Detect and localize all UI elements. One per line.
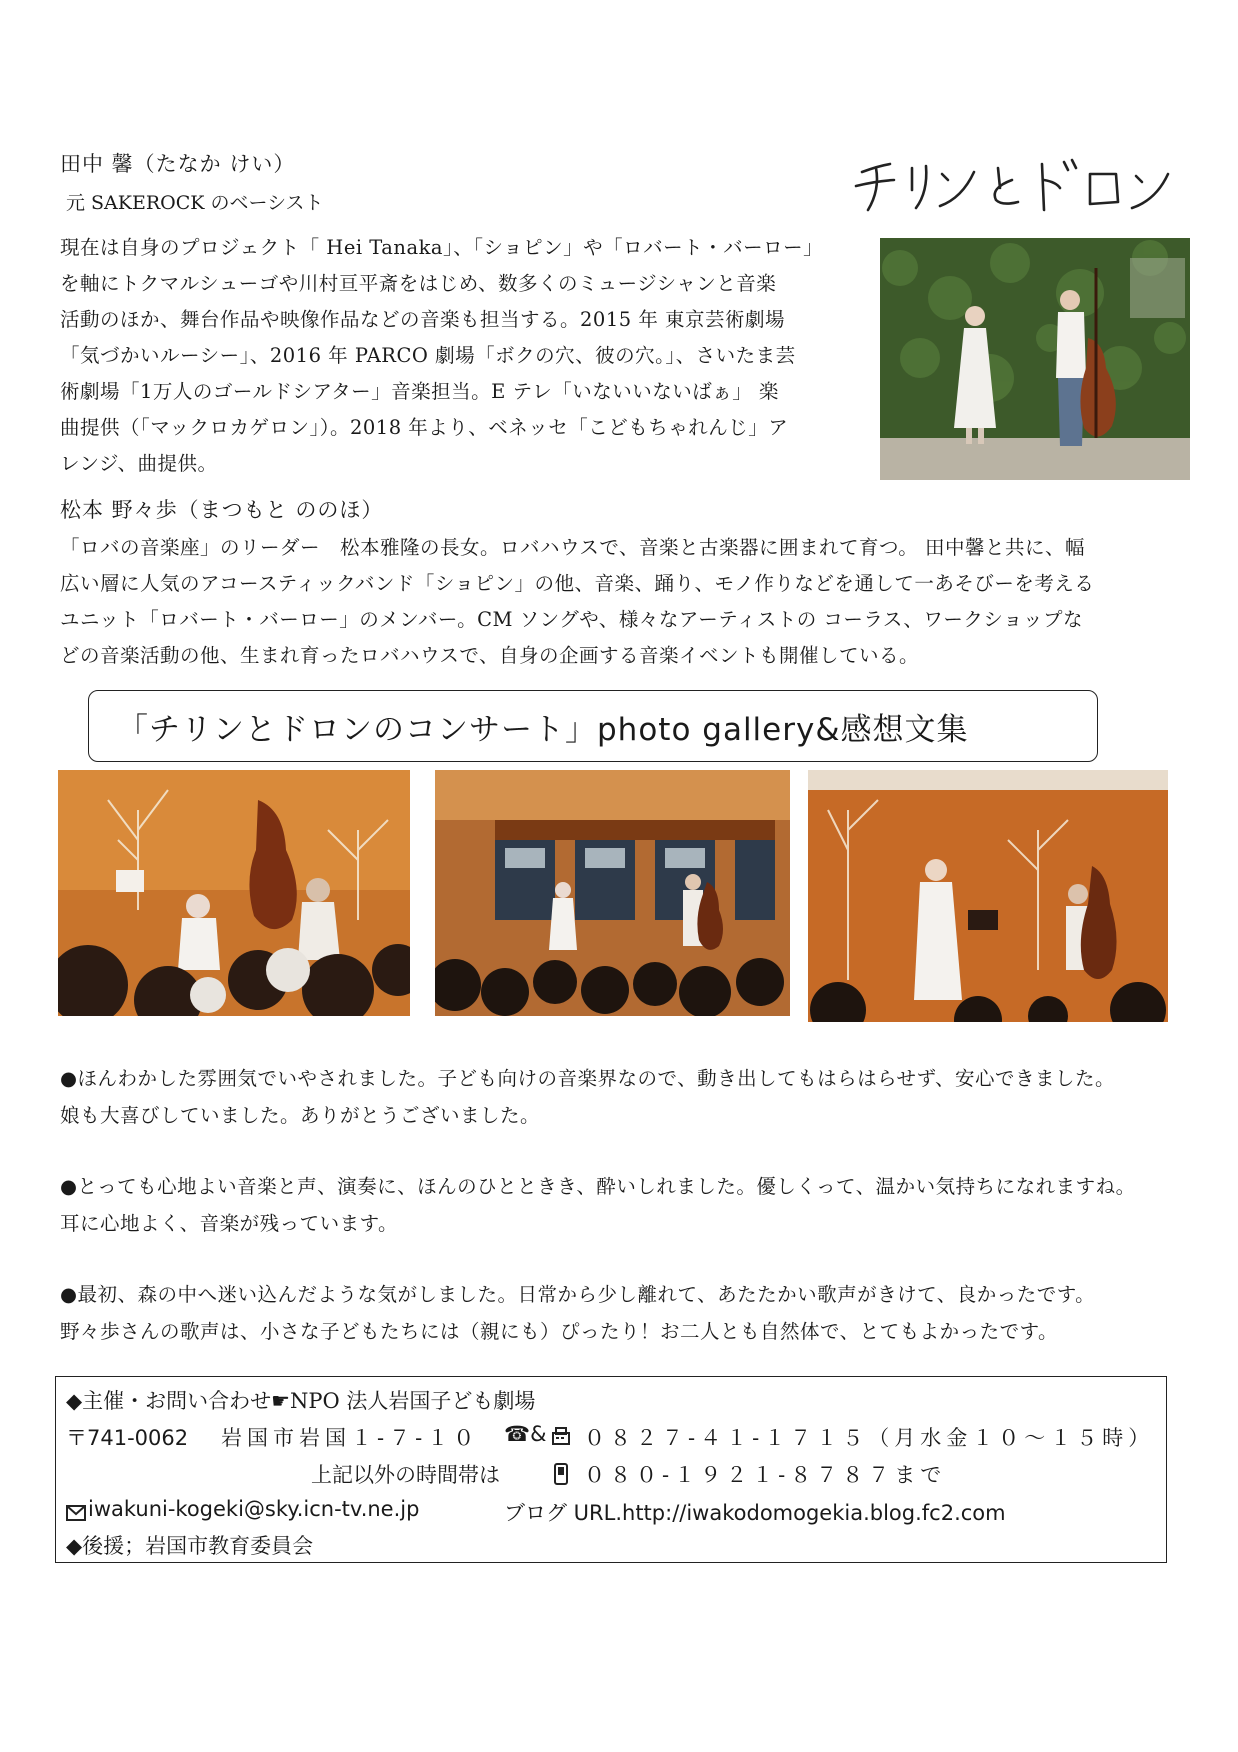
support: ◆後援；岩国市教育委員会 <box>66 1534 314 1558</box>
bio1-line: 術劇場「1万人のゴールドシアター」音楽担当。E テレ「いないいないばぁ」 楽 <box>60 380 779 403</box>
comment-line: ●ほんわかした雰囲気でいやされました。子ども向けの音楽界なので、動き出してもはらはらせず、安心できました。 <box>60 1067 1115 1090</box>
comment-line: 野々歩さんの歌声は、小さな子どもたちには（親にも）ぴったり！お二人とも自然体で、とてもよかったです。 <box>60 1320 1059 1343</box>
gallery-banner <box>88 690 1098 762</box>
bio1-line: 「気づかいルーシー」、2016 年 PARCO 劇場「ボクの穴、彼の穴。」、さいたま芸 <box>60 344 796 367</box>
bio2-name: 松本 野々歩（まつもと ののほ） <box>60 498 384 522</box>
mobile-number: ０８０-１９２１-８７８７まで <box>584 1463 947 1487</box>
bio2-line: 「ロバの音楽座」のリーダー 松本雅隆の長女。ロバハウスで、音楽と古楽器に囲まれて育つ。 田中馨と共に、幅 <box>60 536 1085 559</box>
comment-line: 娘も大喜びしていました。ありがとうございました。 <box>60 1104 541 1127</box>
comment-2 <box>60 1168 1136 1242</box>
bio1-line: を軸にトクマルシューゴや川村亘平斎をはじめ、数多くのミュージシャンと音楽 <box>60 272 777 295</box>
logo <box>850 150 1180 220</box>
duo-photo <box>880 238 1190 480</box>
bio2-line: どの音楽活動の他、生まれ育ったロバハウスで、自身の企画する音楽イベントも開催している。 <box>60 644 920 667</box>
bio2-line: ユニット「ロバート・バーロー」のメンバー。CM ソングや、様々なアーティストの コーラス、ワークショップな <box>60 608 1084 631</box>
logo-lettering <box>850 150 1180 220</box>
bio1-line: 活動のほか、舞台作品や映像作品などの音楽も担当する。2015 年 東京芸術劇場 <box>60 308 786 331</box>
comment-line: ●とっても心地よい音楽と声、演奏に、ほんのひとときき、酔いしれました。優しくって、温かい気持ちになれますね。 <box>60 1175 1136 1198</box>
comment-3 <box>60 1276 1095 1350</box>
comment-1 <box>60 1060 1115 1134</box>
bio1-line: 現在は自身のプロジェクト「 Hei Tanaka」、「ショピン」や「ロバート・バーロー」 <box>60 236 824 259</box>
bio1-line: 曲提供（「マックロカゲロン」）。2018 年より、ベネッセ「こどもちゃれんじ」ア <box>60 416 789 439</box>
organizer: ◆主催・お問い合わせ☛NPO 法人岩国子ども劇場 <box>66 1389 536 1413</box>
bio2-line: 広い層に人気のアコースティックバンド「ショピン」の他、音楽、踊り、モノ作りなどを通して一あそびーを考える <box>60 572 1095 595</box>
phone-number: ０８２７-４１-１７１５（月水金１０～１５時） <box>584 1426 1155 1450</box>
address: 岩国市岩国１-７-１０ <box>221 1426 480 1450</box>
gallery-title: 「チリンとドロンのコンサート」photo gallery&感想文集 <box>117 711 969 748</box>
fax-icon <box>552 1426 570 1444</box>
concert-photo-3 <box>808 770 1168 1022</box>
bio1-body <box>60 230 823 482</box>
mobile-phone-icon <box>554 1463 568 1485</box>
postal-code: 〒741-0062 <box>66 1426 189 1450</box>
blog-url[interactable]: ブログ URL.http://iwakodomogekia.blog.fc2.com <box>504 1501 1006 1525</box>
email[interactable]: iwakuni-kogeki@sky.icn-tv.ne.jp <box>88 1497 420 1521</box>
bio1-name: 田中 馨（たなか けい） <box>60 152 296 176</box>
mail-icon <box>66 1502 86 1518</box>
bio1-subtitle: 元 SAKEROCK のベーシスト <box>66 192 324 214</box>
comment-line: ●最初、森の中へ迷い込んだような気がしました。日常から少し離れて、あたたかい歌声がきけて、良かったです。 <box>60 1283 1096 1306</box>
concert-photo-1 <box>58 770 410 1016</box>
bio1-line: レンジ、曲提供。 <box>60 452 218 475</box>
bio2-body <box>60 530 1094 674</box>
comment-line: 耳に心地よく、音楽が残っています。 <box>60 1212 399 1235</box>
concert-photo-2 <box>435 770 790 1016</box>
contact-box <box>55 1376 1167 1563</box>
phone-fax-icon: ☎& <box>504 1422 547 1446</box>
after-hours-label: 上記以外の時間帯は <box>311 1463 500 1487</box>
